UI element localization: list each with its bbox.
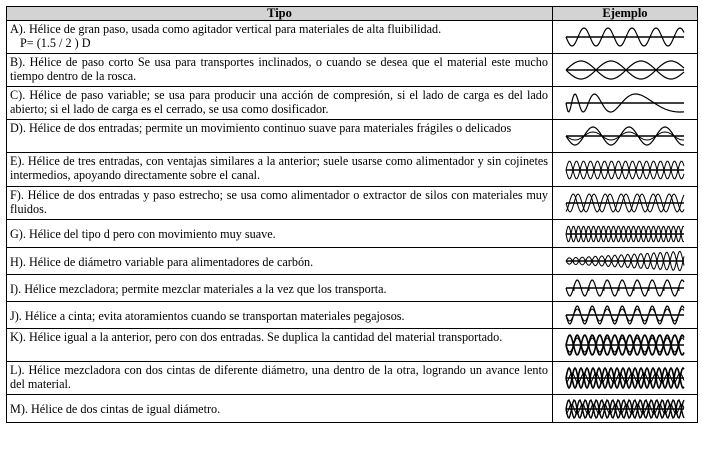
double-flight-helix-icon [563,124,687,148]
row-example [553,302,698,329]
row-description [7,220,553,248]
row-example [553,275,698,302]
concentric-ribbon-helix-icon [563,366,687,390]
row-description [7,187,553,220]
double-ribbon-helix-icon [563,333,687,357]
row-description [7,275,553,302]
row-example [553,220,698,248]
row-description [7,153,553,187]
row-text: H). Hélice de diámetro variable para alimentadores de carbón. [10,254,314,269]
row-example [553,21,698,54]
helix-types-table [6,6,698,423]
double-narrow-pitch-helix-icon [563,191,687,215]
header-type: Tipo [7,7,553,21]
mixing-helix-icon [563,277,687,299]
row-text: F). Hélice de dos entradas y paso estrecho; se usa como alimentador o extractor de silos con materiales muy fluidos. [10,188,548,216]
pitch-formula: P= (1.5 / 2 ) D [20,36,91,50]
row-text: K). Hélice igual a la anterior, pero con dos entradas. Se duplica la cantidad del material transportado. [10,330,503,344]
table-row [7,153,698,187]
row-description [7,395,553,423]
header-row [7,7,698,21]
ribbon-helix-icon [563,304,687,326]
row-example [553,54,698,87]
row-example [553,153,698,187]
row-example [553,329,698,362]
wide-pitch-helix-icon [563,25,687,49]
table-row [7,220,698,248]
table-row [7,87,698,120]
row-example [553,248,698,275]
equal-double-ribbon-helix-icon [563,398,687,420]
row-description [7,21,553,54]
row-text: C). Hélice de paso variable; se usa para producir una acción de compresión, si el lado de carga es del lado abierto; si el lado de carga es el cerrado, se usa como dosificador. [10,88,548,116]
row-description [7,248,553,275]
row-description [7,54,553,87]
variable-diameter-helix-icon [563,250,687,272]
table-row [7,120,698,153]
row-description [7,302,553,329]
row-text: L). Hélice mezcladora con dos cintas de diferente diámetro, una dentro de la otra, logrando un avance lento del material. [10,363,548,391]
table-row [7,362,698,395]
row-description [7,87,553,120]
table-row [7,302,698,329]
table-row [7,21,698,54]
short-pitch-helix-icon [563,58,687,82]
row-text: G). Hélice del tipo d pero con movimiento muy suave. [10,227,276,241]
row-description [7,329,553,362]
row-text: J). Hélice a cinta; evita atoramientos cuando se transportan materiales pegajosos. [10,308,405,323]
smooth-double-helix-icon [563,223,687,245]
row-text: I). Hélice mezcladora; permite mezclar materiales a la vez que los transporta. [10,281,387,296]
table-row [7,395,698,423]
row-example [553,87,698,120]
triple-flight-helix-icon [563,158,687,182]
table-row [7,248,698,275]
row-example [553,362,698,395]
row-description [7,120,553,153]
row-example [553,120,698,153]
row-text: E). Hélice de tres entradas, con ventajas similares a la anterior; suele usarse como alimentador y sin cojinetes intermedios, apoyando directamente sobre el canal. [10,154,548,182]
header-example: Ejemplo [553,7,698,21]
table-row [7,329,698,362]
row-text: B). Hélice de paso corto Se usa para transportes inclinados, o cuando se desea que el material este mucho tiempo dentro de la rosca. [10,55,548,83]
table-row [7,275,698,302]
table-row [7,54,698,87]
variable-pitch-helix-icon [563,91,687,115]
row-text: A). Hélice de gran paso, usada como agitador vertical para materiales de alta fluibilidad. [10,22,442,36]
row-text: M). Hélice de dos cintas de igual diámetro. [10,402,221,416]
row-description [7,362,553,395]
row-example [553,395,698,423]
row-text: D). Hélice de dos entradas; permite un movimiento continuo suave para materiales frágiles o delicados [10,121,512,135]
table-row [7,187,698,220]
row-example [553,187,698,220]
